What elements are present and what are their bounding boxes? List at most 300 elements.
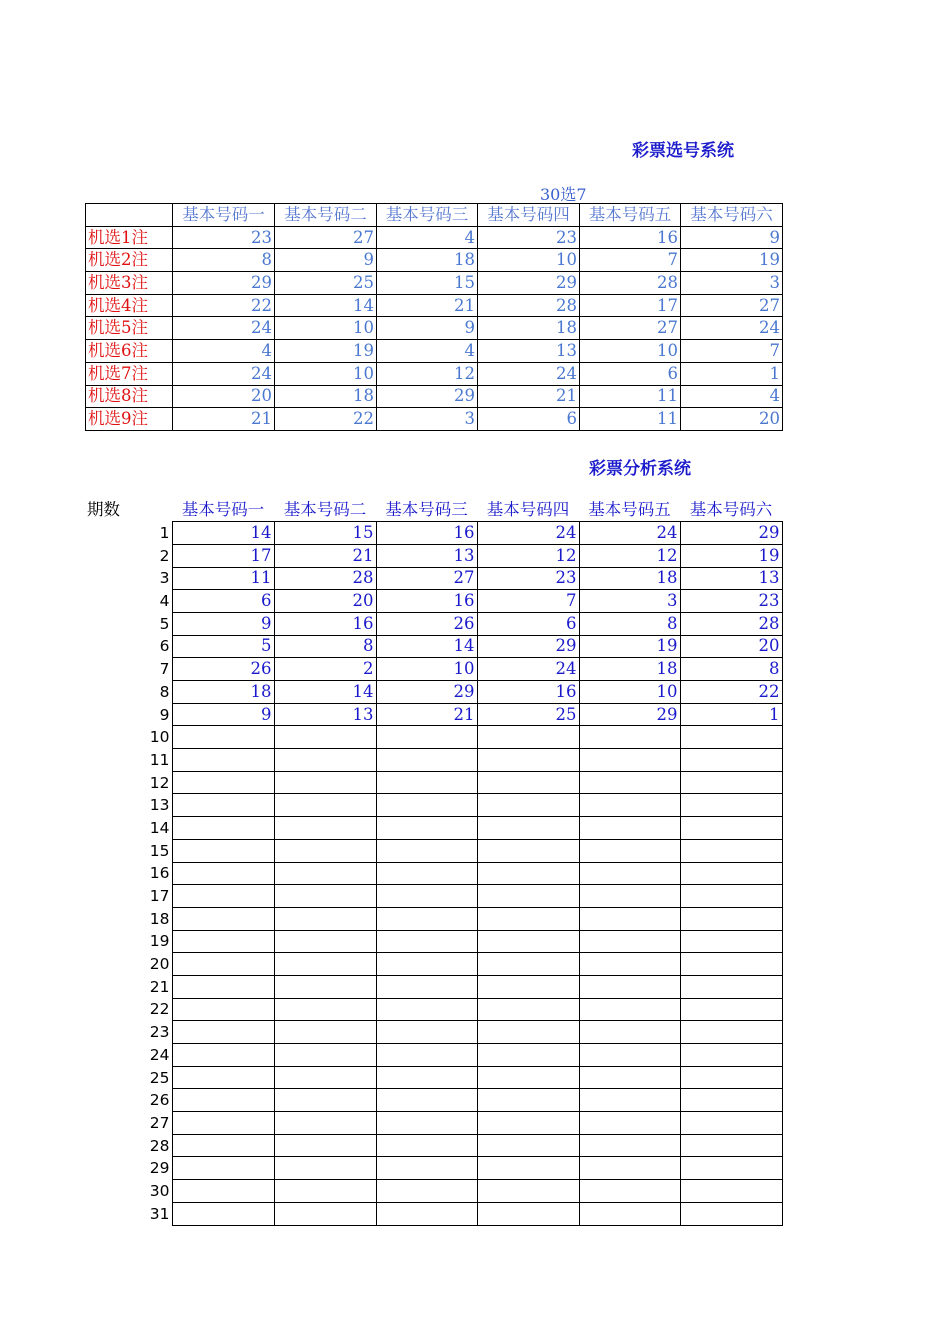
period-row: [85, 635, 782, 658]
drawn-number-cell[interactable]: [680, 862, 782, 885]
drawn-number-cell[interactable]: [680, 817, 782, 840]
drawn-number-cell[interactable]: [274, 1157, 376, 1180]
drawn-number-cell[interactable]: 21: [274, 544, 376, 567]
drawn-number-cell[interactable]: [579, 817, 680, 840]
drawn-number-cell[interactable]: [579, 975, 680, 998]
drawn-number-cell[interactable]: [376, 1202, 477, 1225]
drawn-number-cell[interactable]: [274, 1089, 376, 1112]
drawn-number-cell[interactable]: 21: [376, 703, 477, 726]
drawn-number-cell[interactable]: [680, 953, 782, 976]
period-row: [85, 590, 782, 613]
pick-number: 4: [377, 340, 478, 363]
drawn-number-cell[interactable]: [172, 1089, 274, 1112]
drawn-number-cell[interactable]: 16: [477, 681, 579, 704]
drawn-number-cell[interactable]: [172, 817, 274, 840]
period-number: 4: [159, 592, 170, 611]
period-row: [85, 1021, 782, 1044]
drawn-number-cell[interactable]: 13: [680, 567, 782, 590]
drawn-number-cell[interactable]: [579, 907, 680, 930]
period-row: [85, 1202, 782, 1225]
drawn-number-cell[interactable]: [579, 1066, 680, 1089]
drawn-number-cell[interactable]: 19: [680, 544, 782, 567]
drawn-number-cell[interactable]: 26: [172, 658, 274, 681]
drawn-number-cell[interactable]: [274, 726, 376, 749]
pick-row: [86, 272, 783, 295]
period-number: 8: [159, 682, 170, 701]
pick-number: 23: [173, 226, 275, 249]
period-row: [85, 658, 782, 681]
drawn-number-cell[interactable]: [579, 862, 680, 885]
drawn-number-cell[interactable]: [579, 1089, 680, 1112]
drawn-number-cell[interactable]: [274, 839, 376, 862]
drawn-number-cell[interactable]: 28: [274, 567, 376, 590]
drawn-number-cell[interactable]: [274, 975, 376, 998]
drawn-number-cell[interactable]: [477, 975, 579, 998]
period-number: 24: [149, 1045, 170, 1064]
pick-number: 18: [478, 317, 580, 340]
drawn-number-cell[interactable]: 20: [274, 590, 376, 613]
drawn-number-cell[interactable]: 22: [680, 681, 782, 704]
drawn-number-cell[interactable]: [376, 1066, 477, 1089]
drawn-number-cell[interactable]: 18: [172, 681, 274, 704]
drawn-number-cell[interactable]: [680, 1157, 782, 1180]
drawn-number-cell[interactable]: [172, 953, 274, 976]
drawn-number-cell[interactable]: [477, 1089, 579, 1112]
drawn-number-cell[interactable]: [376, 1089, 477, 1112]
period-number: 11: [149, 750, 170, 769]
drawn-number-cell[interactable]: [376, 930, 477, 953]
period-number: 23: [149, 1023, 170, 1042]
period-row: [85, 544, 782, 567]
drawn-number-cell[interactable]: [579, 726, 680, 749]
drawn-number-cell[interactable]: [579, 1021, 680, 1044]
pick-row: [86, 408, 783, 431]
drawn-number-cell[interactable]: 16: [376, 522, 477, 545]
drawn-number-cell[interactable]: [680, 726, 782, 749]
drawn-number-cell[interactable]: [376, 862, 477, 885]
drawn-number-cell[interactable]: [274, 930, 376, 953]
drawn-number-cell[interactable]: [376, 1112, 477, 1135]
period-row: [85, 1180, 782, 1203]
drawn-number-cell[interactable]: [274, 862, 376, 885]
drawn-number-cell[interactable]: 11: [172, 567, 274, 590]
drawn-number-cell[interactable]: [172, 862, 274, 885]
drawn-number-cell[interactable]: [680, 975, 782, 998]
column-header: 基本号码一: [173, 204, 275, 227]
period-number: 25: [149, 1068, 170, 1087]
drawn-number-cell[interactable]: [274, 749, 376, 772]
drawn-number-cell[interactable]: [172, 771, 274, 794]
drawn-number-cell[interactable]: [172, 975, 274, 998]
period-row: [85, 907, 782, 930]
period-row: [85, 612, 782, 635]
period-number: 29: [149, 1159, 170, 1178]
pick-number: 19: [681, 249, 783, 272]
pick-number: 21: [173, 408, 275, 431]
drawn-number-cell[interactable]: [376, 975, 477, 998]
pick-label: 机选5注: [86, 317, 173, 340]
period-number: 2: [159, 546, 170, 565]
drawn-number-cell[interactable]: [376, 749, 477, 772]
drawn-number-cell[interactable]: [376, 953, 477, 976]
pick-label: 机选4注: [86, 294, 173, 317]
drawn-number-cell[interactable]: [376, 839, 477, 862]
drawn-number-cell[interactable]: [680, 1044, 782, 1067]
drawn-number-cell[interactable]: [579, 1112, 680, 1135]
drawn-number-cell[interactable]: [477, 1157, 579, 1180]
drawn-number-cell[interactable]: [680, 794, 782, 817]
drawn-number-cell[interactable]: [376, 771, 477, 794]
period-row: [85, 1066, 782, 1089]
drawn-number-cell[interactable]: [579, 771, 680, 794]
drawn-number-cell[interactable]: [376, 1021, 477, 1044]
drawn-number-cell[interactable]: 14: [172, 522, 274, 545]
pick-number: 18: [275, 385, 377, 408]
pick-row: [86, 226, 783, 249]
drawn-number-cell[interactable]: [274, 1044, 376, 1067]
drawn-number-cell[interactable]: 8: [680, 658, 782, 681]
drawn-number-cell[interactable]: 29: [680, 522, 782, 545]
drawn-number-cell[interactable]: [172, 1157, 274, 1180]
pick-number: 7: [580, 249, 681, 272]
drawn-number-cell[interactable]: [477, 953, 579, 976]
drawn-number-cell[interactable]: 18: [579, 658, 680, 681]
drawn-number-cell[interactable]: [172, 930, 274, 953]
period-row: [85, 749, 782, 772]
drawn-number-cell[interactable]: [172, 998, 274, 1021]
period-number: 18: [149, 909, 170, 928]
pick-label: 机选1注: [86, 226, 173, 249]
drawn-number-cell[interactable]: [172, 749, 274, 772]
period-row: [85, 522, 782, 545]
period-number: 12: [149, 773, 170, 792]
pick-number: 28: [478, 294, 580, 317]
drawn-number-cell[interactable]: [172, 1066, 274, 1089]
column-header: 基本号码一: [181, 500, 265, 520]
pick-number: 20: [173, 385, 275, 408]
period-row: [85, 1044, 782, 1067]
pick-label: 机选9注: [86, 408, 173, 431]
drawn-number-cell[interactable]: [477, 1044, 579, 1067]
drawn-number-cell[interactable]: [376, 998, 477, 1021]
drawn-number-cell[interactable]: [477, 817, 579, 840]
drawn-number-cell[interactable]: [274, 1112, 376, 1135]
pick-row: [86, 362, 783, 385]
pick-label: 机选7注: [86, 362, 173, 385]
drawn-number-cell[interactable]: [680, 1066, 782, 1089]
drawn-number-cell[interactable]: [274, 998, 376, 1021]
drawn-number-cell[interactable]: 12: [477, 544, 579, 567]
drawn-number-cell[interactable]: 18: [579, 567, 680, 590]
drawn-number-cell[interactable]: [274, 1180, 376, 1203]
period-header: 期数: [87, 500, 120, 520]
period-number: 15: [149, 841, 170, 860]
pick-number: 19: [275, 340, 377, 363]
pick-number: 6: [478, 408, 580, 431]
period-number: 3: [159, 569, 170, 588]
drawn-number-cell[interactable]: 9: [172, 703, 274, 726]
drawn-number-cell[interactable]: 13: [274, 703, 376, 726]
drawn-number-cell[interactable]: [579, 1044, 680, 1067]
drawn-number-cell[interactable]: 10: [579, 681, 680, 704]
drawn-number-cell[interactable]: [172, 1044, 274, 1067]
drawn-number-cell[interactable]: [172, 839, 274, 862]
drawn-number-cell[interactable]: 14: [274, 681, 376, 704]
pick-label: 机选2注: [86, 249, 173, 272]
pick-number: 4: [173, 340, 275, 363]
drawn-number-cell[interactable]: [579, 953, 680, 976]
pick-number: 9: [681, 226, 783, 249]
drawn-number-cell[interactable]: [579, 839, 680, 862]
period-row: [85, 885, 782, 908]
drawn-number-cell[interactable]: 8: [274, 635, 376, 658]
drawn-number-cell[interactable]: [680, 749, 782, 772]
drawn-number-cell[interactable]: [172, 1021, 274, 1044]
drawn-number-cell[interactable]: [579, 885, 680, 908]
pick-number: 10: [580, 340, 681, 363]
drawn-number-cell[interactable]: 29: [376, 681, 477, 704]
drawn-number-cell[interactable]: [274, 885, 376, 908]
drawn-number-cell[interactable]: [680, 930, 782, 953]
drawn-number-cell[interactable]: [477, 726, 579, 749]
drawn-number-cell[interactable]: 16: [376, 590, 477, 613]
pick-number: 3: [377, 408, 478, 431]
drawn-number-cell[interactable]: 5: [172, 635, 274, 658]
random-pick-table: [85, 203, 783, 431]
drawn-number-cell[interactable]: [680, 771, 782, 794]
header-row: [85, 499, 782, 522]
drawn-number-cell[interactable]: 26: [376, 612, 477, 635]
pick-number: 8: [173, 249, 275, 272]
drawn-number-cell[interactable]: [376, 1044, 477, 1067]
period-row: [85, 817, 782, 840]
drawn-number-cell[interactable]: [274, 953, 376, 976]
drawn-number-cell[interactable]: [579, 1134, 680, 1157]
period-row: [85, 1089, 782, 1112]
drawn-number-cell[interactable]: [477, 794, 579, 817]
drawn-number-cell[interactable]: 8: [579, 612, 680, 635]
pick-number: 20: [681, 408, 783, 431]
drawn-number-cell[interactable]: 9: [172, 612, 274, 635]
pick-number: 23: [478, 226, 580, 249]
pick-number: 11: [580, 408, 681, 431]
drawn-number-cell[interactable]: [477, 839, 579, 862]
period-number: 26: [149, 1091, 170, 1110]
pick-number: 28: [580, 272, 681, 295]
drawn-number-cell[interactable]: 16: [274, 612, 376, 635]
drawn-number-cell[interactable]: 29: [579, 703, 680, 726]
drawn-number-cell[interactable]: [477, 930, 579, 953]
drawn-number-cell[interactable]: [477, 885, 579, 908]
pick-number: 25: [275, 272, 377, 295]
drawn-number-cell[interactable]: 17: [172, 544, 274, 567]
drawn-number-cell[interactable]: [274, 817, 376, 840]
drawn-number-cell[interactable]: [274, 1021, 376, 1044]
drawn-number-cell[interactable]: [274, 1134, 376, 1157]
pick-number: 27: [580, 317, 681, 340]
period-row: [85, 1157, 782, 1180]
drawn-number-cell[interactable]: [477, 862, 579, 885]
pick-number: 3: [681, 272, 783, 295]
drawn-number-cell[interactable]: [172, 794, 274, 817]
drawn-number-cell[interactable]: 25: [477, 703, 579, 726]
drawn-number-cell[interactable]: 1: [680, 703, 782, 726]
column-header: 基本号码三: [385, 500, 468, 520]
drawn-number-cell[interactable]: [680, 998, 782, 1021]
drawn-number-cell[interactable]: [376, 794, 477, 817]
drawn-number-cell[interactable]: [477, 998, 579, 1021]
corner-cell: [86, 204, 173, 227]
column-header: 基本号码四: [486, 500, 570, 520]
pick-label: 机选6注: [86, 340, 173, 363]
drawn-number-cell[interactable]: [172, 1202, 274, 1225]
drawn-number-cell[interactable]: [579, 930, 680, 953]
pick-number: 9: [377, 317, 478, 340]
pick-row: [86, 294, 783, 317]
drawn-number-cell[interactable]: [376, 1157, 477, 1180]
drawn-number-cell[interactable]: [172, 907, 274, 930]
period-number: 30: [149, 1181, 170, 1200]
drawn-number-cell[interactable]: [680, 1021, 782, 1044]
pick-number: 4: [377, 226, 478, 249]
drawn-number-cell[interactable]: 13: [376, 544, 477, 567]
pick-number: 24: [478, 362, 580, 385]
drawn-number-cell[interactable]: 7: [477, 590, 579, 613]
drawn-number-cell[interactable]: 28: [680, 612, 782, 635]
drawn-number-cell[interactable]: [680, 1180, 782, 1203]
drawn-number-cell[interactable]: [376, 885, 477, 908]
drawn-number-cell[interactable]: 2: [274, 658, 376, 681]
drawn-number-cell[interactable]: [274, 1202, 376, 1225]
drawn-number-cell[interactable]: [477, 1021, 579, 1044]
pick-number: 7: [681, 340, 783, 363]
period-number: 19: [149, 932, 170, 951]
drawn-number-cell[interactable]: [680, 907, 782, 930]
period-number: 7: [159, 660, 170, 679]
pick-number: 22: [275, 408, 377, 431]
pick-number: 29: [173, 272, 275, 295]
drawn-number-cell[interactable]: 24: [477, 658, 579, 681]
drawn-number-cell[interactable]: [274, 794, 376, 817]
drawn-number-cell[interactable]: [680, 1134, 782, 1157]
pick-number: 24: [681, 317, 783, 340]
drawn-number-cell[interactable]: [376, 907, 477, 930]
drawn-number-cell[interactable]: [579, 1157, 680, 1180]
drawn-number-cell[interactable]: 19: [579, 635, 680, 658]
period-row: [85, 953, 782, 976]
pick-number: 17: [580, 294, 681, 317]
drawn-number-cell[interactable]: 27: [376, 567, 477, 590]
drawn-number-cell[interactable]: 24: [579, 522, 680, 545]
drawn-number-cell[interactable]: [477, 907, 579, 930]
drawn-number-cell[interactable]: [680, 1089, 782, 1112]
drawn-number-cell[interactable]: [477, 1202, 579, 1225]
period-number: 20: [149, 955, 170, 974]
pick-row: [86, 340, 783, 363]
drawn-number-cell[interactable]: [172, 726, 274, 749]
period-row: [85, 862, 782, 885]
period-row: [85, 703, 782, 726]
drawn-number-cell[interactable]: [376, 817, 477, 840]
period-number: 10: [149, 728, 170, 747]
period-row: [85, 839, 782, 862]
pick-number: 29: [377, 385, 478, 408]
drawn-number-cell[interactable]: [680, 839, 782, 862]
pick-number: 1: [681, 362, 783, 385]
selection-title: 彩票选号系统: [632, 141, 734, 161]
drawn-number-cell[interactable]: 12: [579, 544, 680, 567]
period-row: [85, 567, 782, 590]
pick-number: 27: [275, 226, 377, 249]
drawn-number-cell[interactable]: 24: [477, 522, 579, 545]
drawn-number-cell[interactable]: 6: [172, 590, 274, 613]
pick-number: 10: [478, 249, 580, 272]
period-number: 13: [149, 796, 170, 815]
drawn-number-cell[interactable]: 6: [477, 612, 579, 635]
drawn-number-cell[interactable]: [274, 907, 376, 930]
drawn-number-cell[interactable]: [477, 1112, 579, 1135]
drawn-number-cell[interactable]: [274, 1066, 376, 1089]
drawn-number-cell[interactable]: [172, 1180, 274, 1203]
drawn-number-cell[interactable]: [376, 1134, 477, 1157]
drawn-number-cell[interactable]: [477, 1066, 579, 1089]
drawn-number-cell[interactable]: [579, 794, 680, 817]
pick-number: 21: [478, 385, 580, 408]
pick-number: 10: [275, 317, 377, 340]
period-row: [85, 726, 782, 749]
drawn-number-cell[interactable]: 20: [680, 635, 782, 658]
period-number: 31: [149, 1204, 170, 1223]
period-number: 22: [149, 1000, 170, 1019]
pick-row: [86, 385, 783, 408]
pick-number: 24: [173, 317, 275, 340]
pick-number: 27: [681, 294, 783, 317]
drawn-number-cell[interactable]: [680, 1112, 782, 1135]
period-number: 21: [149, 977, 170, 996]
drawn-number-cell[interactable]: [172, 885, 274, 908]
drawn-number-cell[interactable]: [579, 1180, 680, 1203]
drawn-number-cell[interactable]: [172, 1112, 274, 1135]
drawn-number-cell[interactable]: 29: [477, 635, 579, 658]
drawn-number-cell[interactable]: [477, 771, 579, 794]
drawn-number-cell[interactable]: 14: [376, 635, 477, 658]
analysis-title: 彩票分析系统: [589, 459, 691, 479]
drawn-number-cell[interactable]: [477, 1134, 579, 1157]
period-row: [85, 998, 782, 1021]
drawn-number-cell[interactable]: [376, 1180, 477, 1203]
drawn-number-cell[interactable]: [579, 998, 680, 1021]
drawn-number-cell[interactable]: 3: [579, 590, 680, 613]
drawn-number-cell[interactable]: [376, 726, 477, 749]
drawn-number-cell[interactable]: 15: [274, 522, 376, 545]
drawn-number-cell[interactable]: [579, 1202, 680, 1225]
drawn-number-cell[interactable]: [172, 1134, 274, 1157]
period-number: 28: [149, 1136, 170, 1155]
period-row: [85, 681, 782, 704]
drawn-number-cell[interactable]: [477, 1180, 579, 1203]
drawn-number-cell[interactable]: 23: [680, 590, 782, 613]
drawn-number-cell[interactable]: [680, 1202, 782, 1225]
drawn-number-cell[interactable]: [477, 749, 579, 772]
drawn-number-cell[interactable]: 23: [477, 567, 579, 590]
period-number: 27: [149, 1113, 170, 1132]
drawn-number-cell[interactable]: [579, 749, 680, 772]
drawn-number-cell[interactable]: [680, 885, 782, 908]
history-table: [85, 499, 783, 1226]
pick-number: 11: [580, 385, 681, 408]
drawn-number-cell[interactable]: [274, 771, 376, 794]
drawn-number-cell[interactable]: 10: [376, 658, 477, 681]
